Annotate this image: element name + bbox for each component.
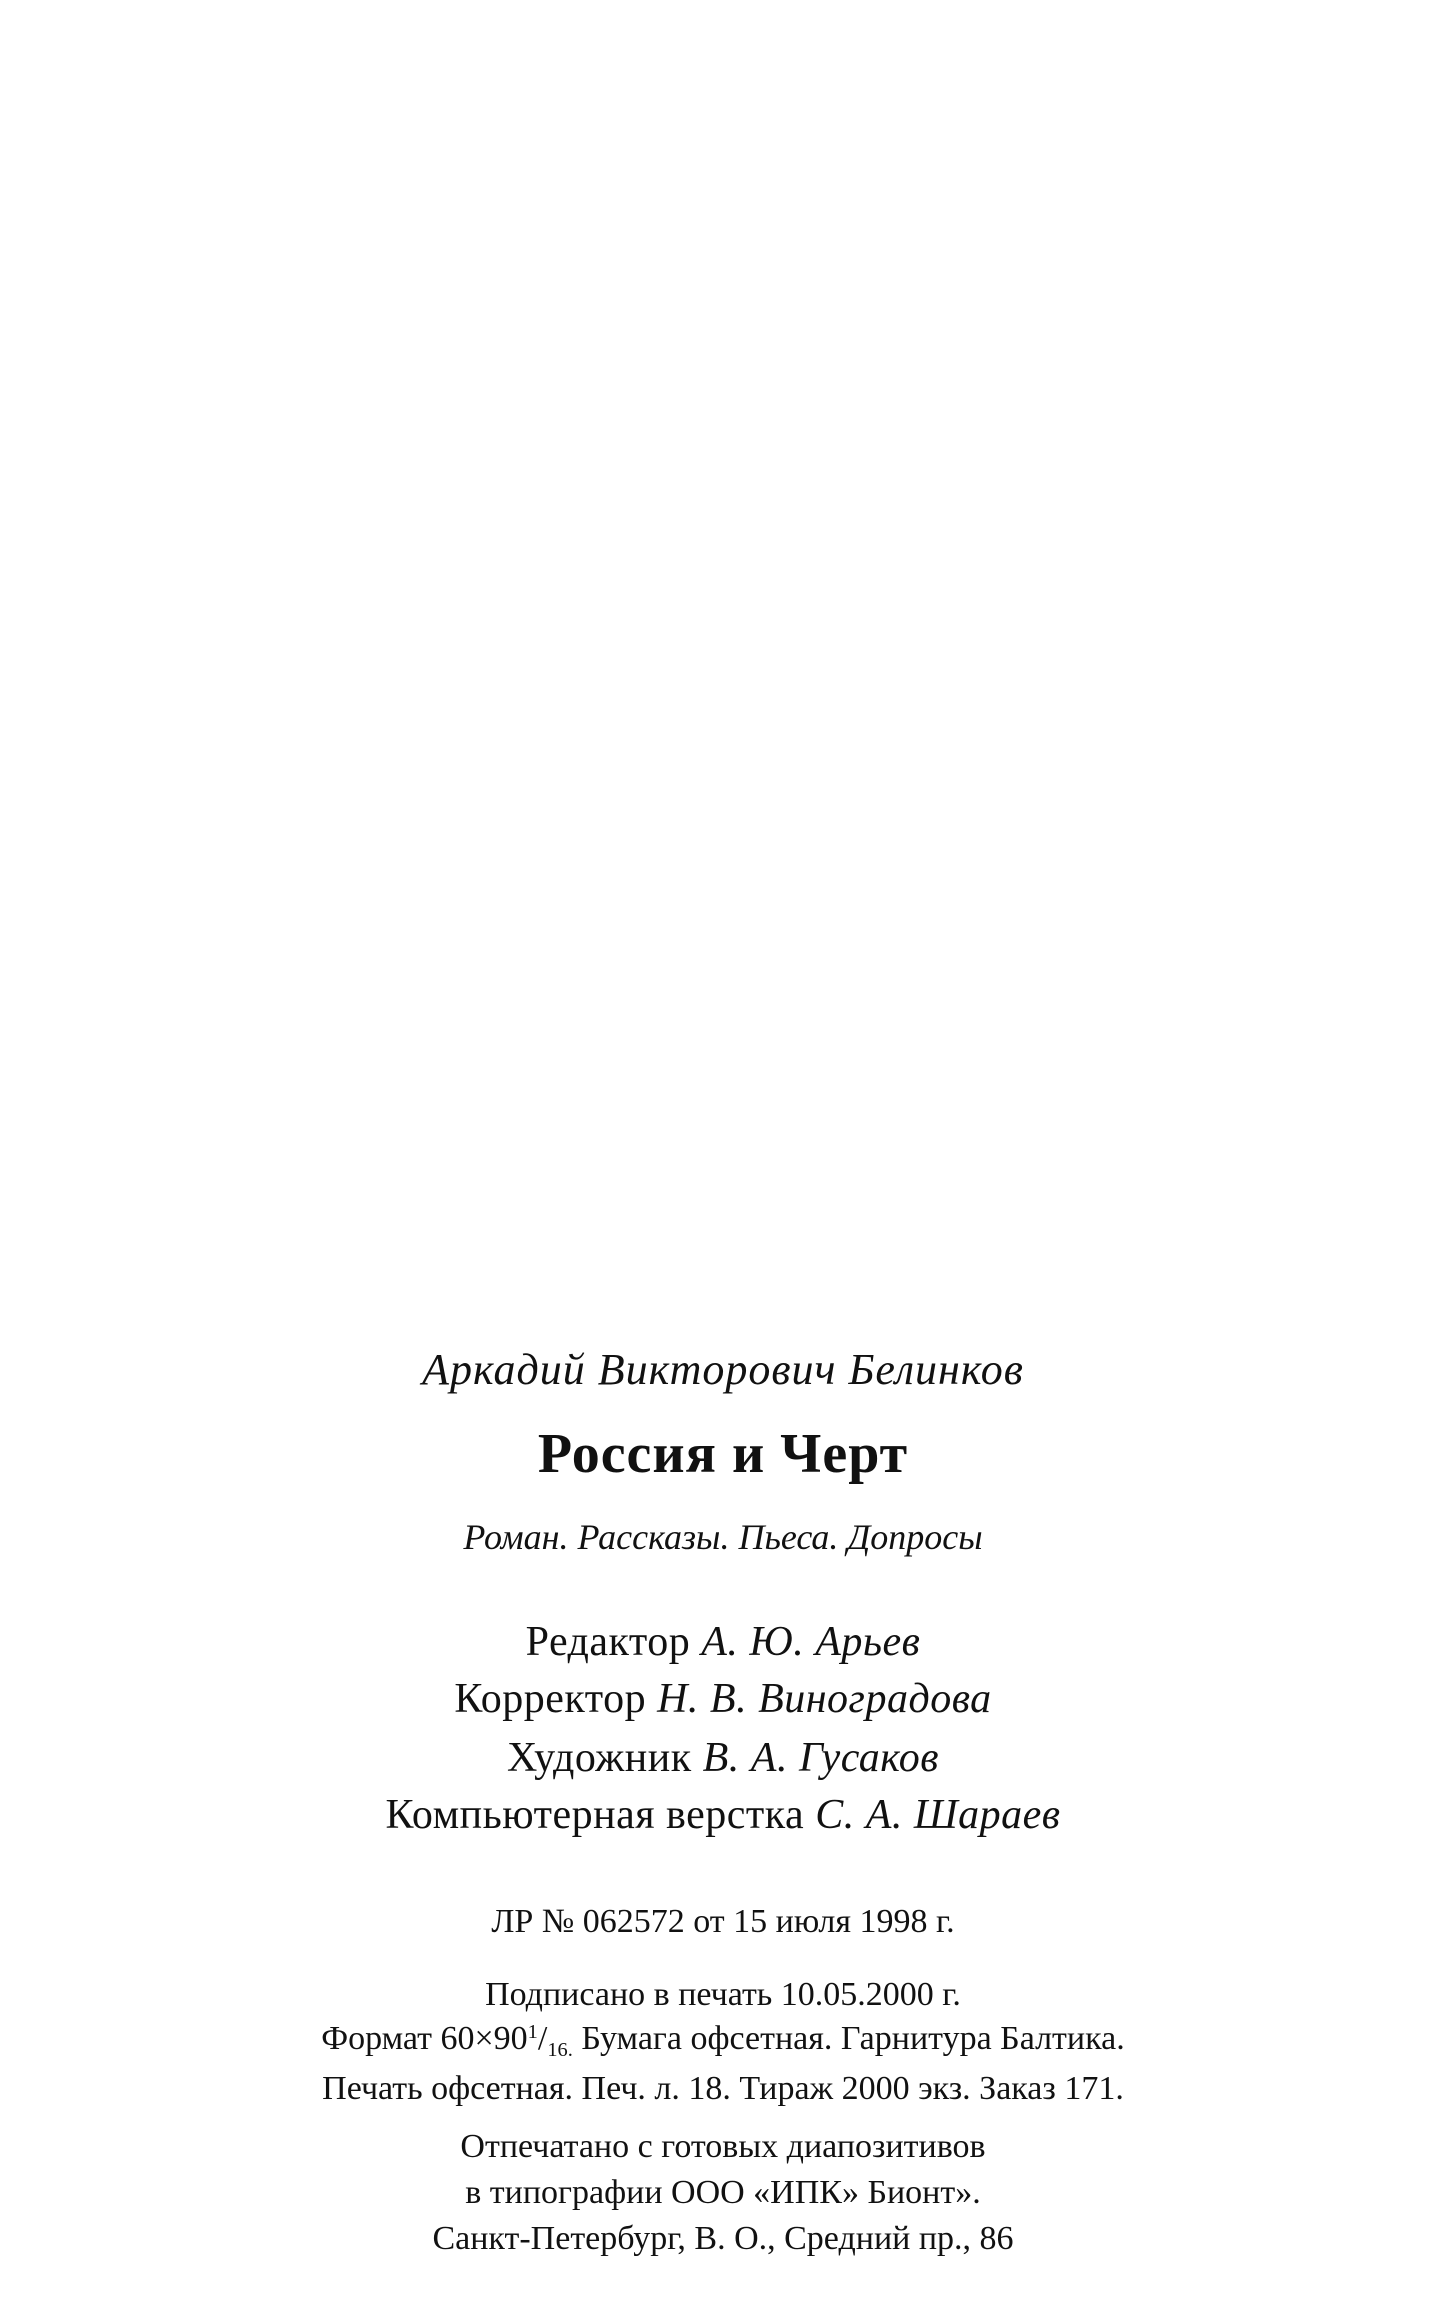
license-number: ЛР № 062572 от 15 июля 1998 г. [491,1903,955,1940]
format-slash: / [537,2020,548,2057]
credit-role: Компьютерная верстка [385,1792,805,1838]
credit-person: С. А. Шараев [815,1792,1061,1838]
credit-layout [0,1794,1446,1836]
credit-person: Н. В. Виноградова [657,1676,992,1722]
format-line [0,2020,1446,2062]
print-details: Печать офсетная. Печ. л. 18. Тираж 2000 экз. Заказ 171. [322,2070,1124,2107]
printer-line: Отпечатано с готовых диапозитивов [460,2128,986,2165]
author-name: Аркадий Викторович Белинков [422,1345,1024,1394]
credit-artist [0,1737,1446,1779]
signed-to-print: Подписано в печать 10.05.2000 г. [485,1976,961,2013]
book-title: Россия и Черт [537,1423,909,1485]
format-sup: 1 [527,2020,538,2043]
format-sub: 16. [547,2039,573,2062]
format-suffix: Бумага офсетная. Гарнитура Балтика. [572,2020,1125,2057]
credit-role: Художник [506,1735,692,1781]
credit-person: В. А. Гусаков [702,1735,940,1781]
credit-person: А. Ю. Арьев [701,1619,921,1665]
credit-proofreader [0,1678,1446,1720]
printer-line: в типографии ООО «ИПК» Бионт». [465,2174,981,2211]
credit-role: Редактор [525,1619,691,1665]
credit-editor [0,1621,1446,1663]
book-subtitle: Роман. Рассказы. Пьеса. Допросы [463,1517,983,1557]
credit-role: Корректор [454,1676,647,1722]
format-prefix: Формат 60×90 [321,2020,528,2057]
printer-line: Санкт-Петербург, В. О., Средний пр., 86 [432,2220,1014,2257]
